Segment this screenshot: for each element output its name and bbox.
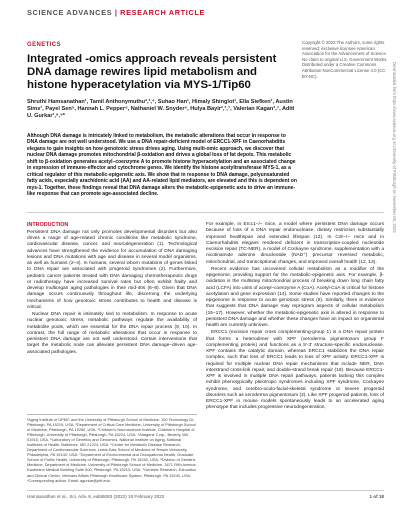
- journal-header: [27, 8, 205, 17]
- abstract-divider: [27, 212, 384, 213]
- left-column: [27, 222, 197, 357]
- right-column: [206, 222, 384, 413]
- copyright-notice: Copyright © 2022 The Authors, some rights reserved; exclusive licensee American Association for the Advancement of Science. No claim to original U.S. Government Works. Distributed under a Creative Commons Attribution NonCommercial License 4.0 (CC BY-NC).: [302, 40, 388, 79]
- page-number: 1 of 18: [369, 494, 384, 499]
- download-note-text: Downloaded from https://www.science.org at University of Pittsburgh on November 05, 2023: [392, 62, 397, 233]
- intro-heading: INTRODUCTION: [27, 222, 69, 228]
- article-type: RESEARCH ARTICLE: [120, 8, 206, 17]
- abstract: Although DNA damage is intricately linked to metabolism, the metabolic alterations that occur in response to DNA damage are not well understood. We use a DNA repair-deficient model of ERCC1-XPF in Caenorhabditis elegans to gain insights on how genotoxic stress drives aging. Using multi-omic approach, we discover that nuclear DNA damage promotes mitochondrial β-oxidation and drives a global loss of fat depots. This metabolic shift to β-oxidation generates acetyl–coenzyme A to promote histone hyperacetylation and an associated change in expression of immune-effector and cytochrome genes. We identify the histone acetyltransferase MYS-1, as a critical regulator of this metabolic-epigenetic axis. We show that in response to DNA damage, polyunsaturated fatty acids, especially arachidonic acid (AA) and AA-related lipid mediators, are elevated and this is dependent on mys-1. Together, these findings reveal that DNA damage alters the metabolic-epigenetic axis to drive an immune-like response that can promote age-associated decline.: [27, 133, 297, 198]
- affiliations: ¹Aging Institute of UPMC and the University of Pittsburgh School of Medicine, 100 Technology Dr., Pittsburgh, PA 15219, USA. ²Department of Critical Care Medicine, University of Pittsburgh School of Medicine, Pittsburgh, PA 15260, USA. ³Children's Neuroscience Institute, Children's Hospital of Pittsburgh, University of Pittsburgh, Pittsburgh, PA 15224, USA. ⁴Adagene Corp., Beverly, MA 01915, USA. ⁵Laboratory of Genetics and Genomics, National Institute on Aging, National Institutes of Health, Baltimore, MD 21224, USA. ⁶Center for Metabolic Disease Research, Department of Cardiovascular Sciences, Lewis Katz School of Medicine at Temple University, Philadelphia, PA 19140, USA. ⁷Department of Environmental and Occupational Health, Graduate School of Public Health, University of Pittsburgh, Pittsburgh, PA 15240, USA. ⁸Division of Geriatric Medicine, Department of Medicine, University of Pittsburgh School of Medicine, 3471 Fifth Avenue, Kaufmann Medical Building Suite 500, Pittsburgh, PA 15213, USA. ⁹Geriatric Research, Education and Clinical Center, Veterans Affairs Pittsburgh Healthcare System, Pittsburgh, PA 15240, USA. *Corresponding author. Email: agurkar@pitt.edu: [27, 414, 197, 483]
- download-note: [390, 62, 398, 442]
- subject-category: GENETICS: [27, 42, 61, 48]
- footer-divider: [27, 490, 384, 491]
- body-paragraph-2: Recent evidence has uncovered cellular metabolism as a modifier of the epigenome, providing support for the metabolic-epigenetic axis. For example, β-oxidation is the multistep mitochondrial process of breaking down long chain fatty acid (LCFA) into units of acetyl–coenzyme A (CoA). Acetyl-CoA is critical for histone acetylation and gene expression (14). Some studies have reported changes to the epigenome in response to acute genotoxic stress (9). Similarly, there is evidence that suggests that DNA damage may reprogram aspects of cellular metabolism (15–17). However, whether the metabolic-epigenetic axis is altered in response to persistent DNA damage and whether these changes have an impact on organismal health are currently unknown.: [206, 266, 384, 328]
- citation: Hamsanathan et al., Sci. Adv. 8, eabl6083 (2022) 16 February 2022: [27, 494, 165, 499]
- header-separator: |: [112, 8, 121, 17]
- article-title: Integrated -omics approach reveals persistent DNA damage rewires lipid metabolism and histone hyperacetylation via MYS-1/Tip60: [27, 53, 277, 92]
- author-list: Shruthi Hamsanathan¹, Tamil Anthonymuthu²,³,⁴, Suhao Han¹, Himaly Shinglot¹, Ella Siefken¹, Austin Sims¹, Payel Sen⁵, Hannah L. Pepper⁶, Nathaniel W. Snyder⁶, Hulya Bayir²,³,⁷, Valerian Kagan³,⁷, Aditi U. Gurkar¹,⁸,⁹*: [27, 99, 295, 120]
- journal-brand: SCIENCE ADVANCES: [27, 8, 113, 17]
- body-paragraph-1: For example, in Ercc1−/− mice, a model where persistent DNA damage occurs because of loss of a DNA repair endonuclease, dietary restriction substantially improved healthspan and extended lifespan (12). In Cdr−/− mice and in Caenorhabditis elegans rendered deficient in transcription-coupled nucleotide excision repair (TC-NER), a model of Cockayne syndrome, supplementation with a nicotinamide adenine dinucleotide (NAD⁺) precursor reversed metabolic, mitochondrial, and transcriptional changes, and improved overall health (12, 13).: [206, 222, 384, 265]
- intro-paragraph-2: Nuclear DNA repair is intimately tied to metabolism. In response to acute nuclear genotoxic stress, metabolic pathways regulate the availability of metabolite pools, which are essential for the DNA repair process (9, 10). In contrast, the full range of metabolic alterations that occur in response to persistent DNA damage are not well understood. Certain interventions that target the metabolic node can alleviate persistent DNA damage–driven age-associated pathologies.: [27, 312, 197, 355]
- body-paragraph-3: ERCC1 (excision repair cross complementing-group 1) is a DNA repair protein that forms a heterodimer with XPF (xeroderma pigmentosum group F complementing protein) and functions as a 5′-3′ structure-specific endonuclease. XPF contains the catalytic domain, whereas ERCC1 stabilizes the DNA repair complex, such that loss of ERCC1 leads to loss of XPF activity. ERCC1-XPF is required for multiple nuclear DNA repair mechanisms that include NER, DNA interstrand cross-link repair, and double-strand break repair (18). Because ERCC1-XPF is involved in multiple DNA repair pathways, patients lacking this complex exhibit phenotypically pleiotropic syndromes including XPF syndrome, Cockayne syndrome, and cerebro-oculo-facial-skeletal syndrome or severe progeroid disorders such as xeroderma pigmentosum (2). Like XPF progeroid patients, loss of ERCC1-XPF in mouse models spontaneously leads to an accelerated aging phenotype that includes progressive neurodegeneration,: [206, 330, 384, 411]
- intro-paragraph-1: Persistent DNA damage not only promotes developmental disorders but also drives a range of age-related chronic conditions like metabolic syndrome, cardiovascular disease, cancer, and neurodegeneration (1). Technological advances have strengthened the evidence for accumulation of DNA damaging lesions and DNA mutations with age and disease in several model organisms, as well as humans (2–4). In humans, several inborn mutations of genes linked to DNA repair are associated with progeroid syndromes (2). Furthermore, pediatric cancer patients treated with DNA damaging chemotherapeutic drugs or radiotherapy have increased survival rates but often exhibit frailty and develop multiorgan aging pathologies in their mid-40s (6–8). Given that DNA damage occurs continuously throughout life, discerning the underlying mechanisms of how genotoxic stress contributes to health and disease is critical.: [27, 229, 197, 310]
